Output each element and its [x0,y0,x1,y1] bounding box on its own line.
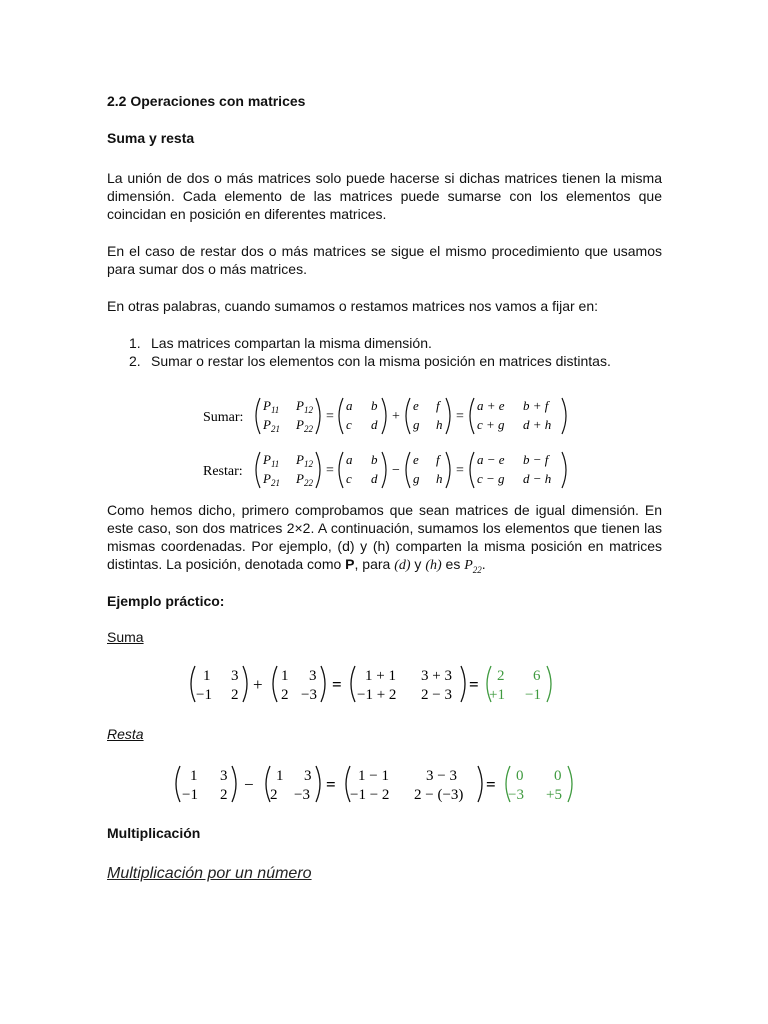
matrix-cell: 2 − 3 [421,687,452,703]
bold-p: P [345,556,355,572]
section-title: 2.2 Operaciones con matrices [107,93,306,109]
matrix-cell: 1 − 1 [358,768,389,784]
matrix-cell: 2 [497,668,505,684]
matrix-cell: 3 [309,668,317,684]
list-text: Las matrices compartan la misma dimensión. [151,335,432,351]
suma-resta-heading: Suma y resta [107,130,195,146]
list-item [129,352,611,370]
svg-text:=: = [456,463,464,478]
list-number: 1. [129,335,141,351]
matrix-cell: +1 [489,687,505,703]
matrix-cell: c + g [477,417,505,432]
matrix-cell: d [371,417,378,432]
formula-label: Restar: [203,464,243,479]
paragraph-otras-palabras: En otras palabras, cuando sumamos o restamos matrices nos vamos a fijar en: [107,298,598,314]
equals: = [326,775,336,794]
svg-text:=: = [456,409,464,424]
matrix-cell: a + e [477,398,505,413]
matrix-cell: f [436,398,440,413]
matrix-cell: 1 [281,668,289,684]
mult-heading: Multiplicación [107,825,201,841]
suma-example [185,662,565,708]
matrix-cell: −1 [182,787,198,803]
matrix-cell: −1 [525,687,541,703]
matrix-cell: $P_{11}$ [263,398,280,415]
matrix-cell: g [413,471,420,486]
matrix-cell: h [436,471,443,486]
formula-sumar [200,392,580,440]
matrix-cell: 0 [554,768,562,784]
formula-label: Sumar: [203,410,244,425]
matrix-cell: 1 [276,768,284,784]
matrix-cell: +5 [546,787,562,803]
result-matrix [506,766,572,803]
matrix-cell: 0 [516,768,524,784]
matrix-cell: 3 + 3 [421,668,452,684]
matrix-cell: 2 [281,687,289,703]
matrix-cell: c − g [477,471,505,486]
matrix-cell: 3 [220,768,228,784]
mult-subheading: Multiplicación por un número [107,865,312,882]
matrix-cell: $P_{12}$ [296,398,313,415]
svg-text:=: = [326,409,334,424]
matrix-cell: −3 [294,787,310,803]
matrix-cell: 3 − 3 [426,768,457,784]
operator: + [392,409,400,424]
matrix-cell: 3 [304,768,312,784]
matrix-cell: $P_{12}$ [296,452,313,469]
matrix-cell: −1 [196,687,212,703]
matrix-cell: 2 − (−3) [414,787,464,803]
math-h: (h) [425,558,442,573]
matrix-cell: a [346,452,353,467]
paragraph-explicacion [107,501,662,579]
equals: = [332,675,342,694]
matrix-cell: b [371,398,378,413]
matrix-cell: c [346,471,352,486]
list-text: Sumar o restar los elementos con la misma posición en matrices distintas. [151,353,611,369]
matrix-cell: −1 + 2 [357,687,397,703]
explanation-text: y [410,556,426,572]
svg-text:=: = [326,463,334,478]
resta-example [170,762,590,808]
matrix-cell: c [346,417,352,432]
matrix-cell: b − f [523,452,549,467]
math-d: (d) [394,558,411,573]
operator: − [392,463,400,478]
matrix-cell: $P_{21}$ [263,471,280,488]
result-matrix [487,666,551,703]
paragraph-restar: En el caso de restar dos o más matrices se sigue el mismo procedimiento que usamos para sumar dos o más matrices. [107,243,662,277]
list-number: 2. [129,353,141,369]
matrix-cell: 1 [190,768,198,784]
matrix-cell: $P_{11}$ [263,452,280,469]
matrix-cell: 1 + 1 [365,668,396,684]
equals: = [469,675,479,694]
matrix-cell: $P_{22}$ [296,417,313,434]
suma-label: Suma [107,629,144,645]
explanation-text: Como hemos dicho, primero comprobamos que sean matrices de igual dimensión. En este caso, son dos matrices 2×2. A continuación, sumamos los elementos que tienen las mismas coordenadas. Por ejemplo, (d) y (h) comparten la misma posición en matrices distintas. La posición, denotada como [107,502,662,572]
explanation-text: es [441,556,465,572]
matrix-cell: 2 [270,787,278,803]
matrix-cell: $P_{22}$ [296,471,313,488]
matrix-cell: d + h [523,417,552,432]
matrix-cell: f [436,452,440,467]
formula-restar [200,446,580,494]
matrix-cell: e [413,398,419,413]
ejemplo-heading: Ejemplo práctico: [107,593,225,609]
matrix-cell: a [346,398,353,413]
matrix-cell: −3 [301,687,317,703]
matrix-cell: a − e [477,452,505,467]
explanation-text: . [481,556,486,572]
math-p22: $P_{22}$ [464,558,482,575]
matrix-cell: e [413,452,419,467]
operator: − [244,775,254,794]
matrix-cell: 3 [231,668,239,684]
explanation-text: , para [354,556,395,572]
equals: = [486,775,496,794]
resta-label: Resta [107,726,144,742]
list-item [129,334,432,352]
matrix-cell: −3 [508,787,524,803]
matrix-cell: 2 [220,787,228,803]
paragraph-union: La unión de dos o más matrices solo puede hacerse si dichas matrices tienen la misma dimensión. Cada elemento de las matrices puede sumarse con los elementos que coincidan en posición en diferentes matrices. [107,170,662,222]
matrix-cell: d − h [523,471,552,486]
matrix-cell: b [371,452,378,467]
matrix-cell: b + f [523,398,549,413]
matrix-cell: 2 [231,687,239,703]
matrix-cell: 6 [533,668,541,684]
operator: + [253,675,263,694]
matrix-cell: 1 [203,668,211,684]
matrix-cell: g [413,417,420,432]
matrix-cell: h [436,417,443,432]
matrix-cell: d [371,471,378,486]
matrix-cell: −1 − 2 [350,787,390,803]
matrix-cell: $P_{21}$ [263,417,280,434]
